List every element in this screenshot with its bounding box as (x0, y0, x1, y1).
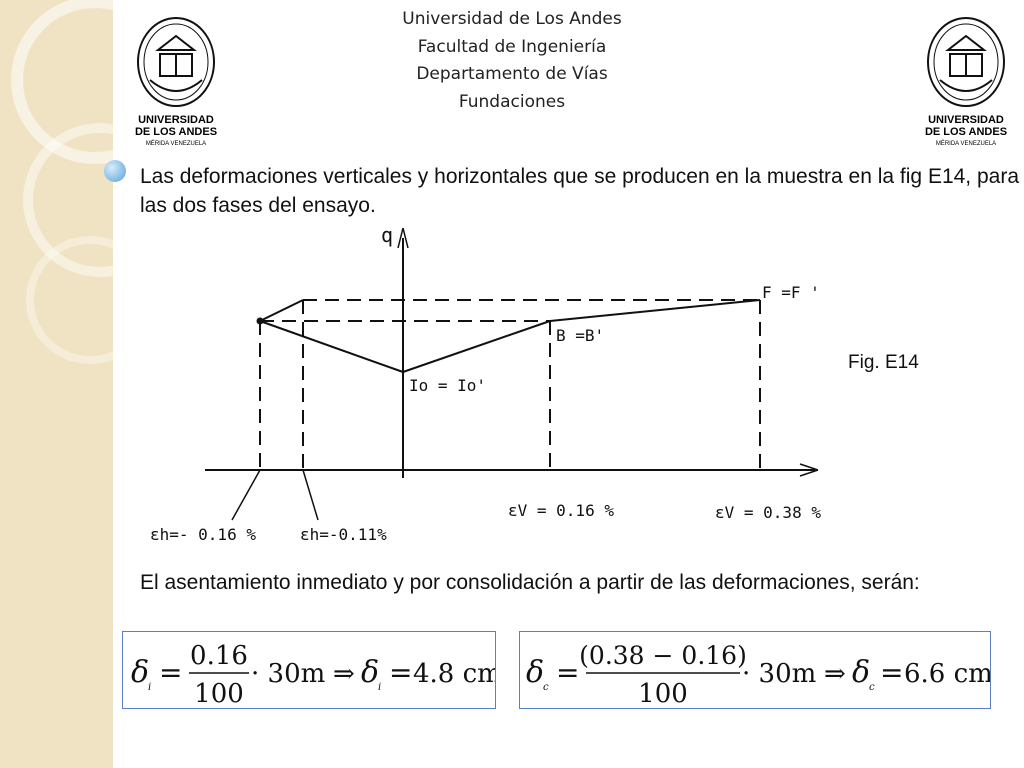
header-university: Universidad de Los Andes (402, 9, 622, 29)
formula-consolidation-settlement (519, 631, 991, 709)
label-eh1: εh=- 0.16 % (150, 525, 256, 544)
equals-sign-result: = (880, 656, 904, 689)
delta-subscript: c (543, 682, 549, 693)
delta-subscript-result: c (869, 682, 875, 693)
fraction-numerator: (0.38 − 0.16) (579, 641, 747, 670)
leader-eh2 (303, 470, 318, 520)
logo-line3: MÉRIDA VENEZUELA (935, 141, 997, 147)
path-a-to-io (260, 321, 403, 372)
leader-eh1 (232, 470, 260, 520)
intro-text: Las deformaciones verticales y horizontales que se producen en la muestra en la fig E14, para las dos fases del ensayo. (140, 165, 1020, 217)
delta-subscript: i (148, 682, 152, 693)
label-eh2: εh=-0.11% (300, 525, 387, 544)
label-ev2: εV = 0.38 % (715, 503, 821, 522)
stress-strain-diagram (140, 222, 840, 552)
logo-line2: DE LOS ANDES (134, 126, 218, 138)
axis-label-q: q (381, 223, 394, 247)
logo-line1: UNIVERSIDAD (928, 114, 1004, 126)
formula-immediate-settlement (122, 631, 496, 709)
label-ev1: εV = 0.16 % (508, 501, 614, 520)
equals-sign: = (556, 656, 580, 689)
delta-symbol: δ (131, 655, 150, 690)
equals-sign: = (159, 656, 183, 689)
implies-arrow: ⇒ (333, 659, 355, 689)
delta-symbol-result: δ (361, 655, 380, 690)
label-point-io: Io = Io' (409, 376, 487, 395)
university-logo-right (918, 10, 1014, 150)
delta-symbol: δ (526, 655, 545, 690)
path-b-to-f (550, 300, 760, 321)
page-header (300, 6, 724, 116)
logo-line2: DE LOS ANDES (924, 126, 1008, 138)
figure-caption: Fig. E14 (848, 352, 919, 373)
fraction-denominator: 100 (638, 679, 688, 708)
factor-term: · 30m (251, 659, 326, 689)
header-department: Departamento de Vías (416, 64, 608, 84)
logo-line1: UNIVERSIDAD (138, 114, 214, 126)
delta-symbol-result: δ (852, 655, 871, 690)
label-point-b: B =B' (556, 326, 605, 345)
path-io-to-b (403, 321, 550, 372)
result-value: 4.8 cm (413, 659, 495, 689)
implies-arrow: ⇒ (824, 659, 846, 689)
delta-subscript-result: i (378, 682, 382, 693)
header-faculty: Facultad de Ingeniería (417, 36, 607, 57)
result-value: 6.6 cm (904, 659, 990, 689)
university-logo-left (128, 10, 224, 150)
conclusion-text: El asentamiento inmediato y por consolidación a partir de las deformaciones, serán: (140, 571, 920, 594)
fraction-numerator: 0.16 (190, 641, 248, 671)
label-point-f: F =F ' (762, 283, 820, 302)
logo-line3: MÉRIDA VENEZUELA (145, 141, 207, 147)
path-a-to-f-left (260, 300, 303, 321)
bullet-icon (104, 160, 126, 182)
equals-sign-result: = (389, 656, 413, 689)
header-course: Fundaciones (458, 91, 566, 112)
point-start (257, 318, 264, 325)
fraction-denominator: 100 (194, 679, 244, 708)
factor-term: · 30m (742, 659, 817, 689)
